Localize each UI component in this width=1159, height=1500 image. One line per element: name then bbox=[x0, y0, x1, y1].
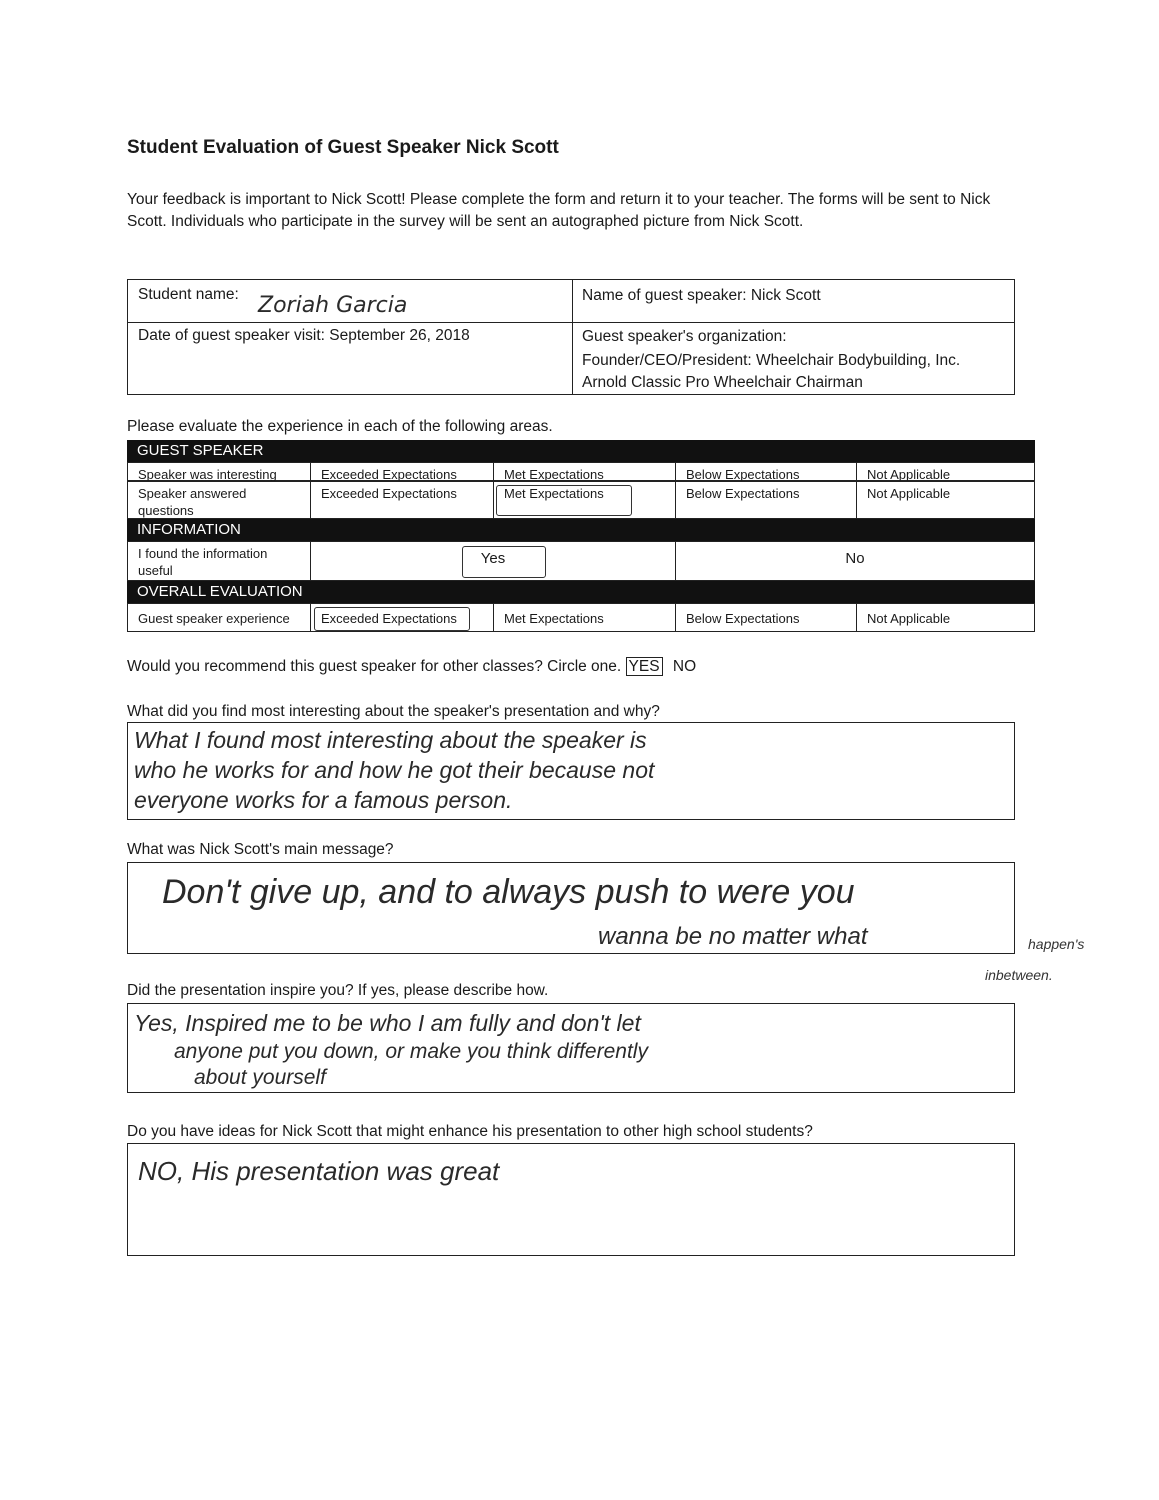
option-met[interactable]: Met Expectations bbox=[493, 604, 675, 631]
band-guest-speaker: GUEST SPEAKER bbox=[127, 440, 1035, 462]
band-information: INFORMATION bbox=[127, 519, 1035, 541]
option-not-applicable[interactable]: Not Applicable bbox=[856, 482, 1034, 518]
recommend-question-text: Would you recommend this guest speaker for other classes? Circle one. bbox=[127, 658, 622, 675]
question-inspire: Did the presentation inspire you? If yes, please describe how. bbox=[127, 982, 549, 999]
row-label: I found the information useful bbox=[138, 546, 268, 578]
option-below[interactable]: Below Expectations bbox=[675, 463, 856, 480]
student-name-field[interactable]: Zoriah Garcia bbox=[258, 293, 408, 318]
answer-line: Don't give up, and to always push to were you bbox=[162, 873, 855, 911]
row-label: Speaker answered questions bbox=[138, 486, 247, 518]
intro-paragraph: Your feedback is important to Nick Scott! Please complete the form and return it to your teacher. The forms will be sent to Nick Scott. Individuals who participate in the survey will be sent an autographed picture from Nick Scott. bbox=[127, 191, 991, 230]
option-met[interactable]: Met Expectations bbox=[493, 463, 675, 480]
recommend-question bbox=[127, 658, 696, 676]
question-most-interesting: What did you find most interesting about the speaker's presentation and why? bbox=[127, 703, 660, 720]
row-guest-experience bbox=[127, 603, 1035, 632]
evaluation-grid bbox=[127, 440, 1035, 632]
option-no[interactable]: No bbox=[675, 542, 1034, 580]
selection-mark bbox=[314, 607, 470, 631]
answer-line: everyone works for a famous person. bbox=[134, 787, 513, 813]
question-main-message: What was Nick Scott's main message? bbox=[127, 841, 394, 858]
band-overall-evaluation: OVERALL EVALUATION bbox=[127, 581, 1035, 603]
answer-line: Yes, Inspired me to be who I am fully and don't let bbox=[134, 1010, 641, 1036]
option-exceeded[interactable]: Exceeded Expectations bbox=[310, 604, 493, 631]
evaluation-intro: Please evaluate the experience in each of the following areas. bbox=[127, 418, 553, 435]
selection-mark bbox=[462, 546, 546, 578]
option-below[interactable]: Below Expectations bbox=[675, 482, 856, 518]
recommend-no[interactable]: NO bbox=[672, 658, 697, 675]
org-label: Guest speaker's organization: bbox=[582, 328, 787, 345]
option-met[interactable]: Met Expectations bbox=[493, 482, 675, 518]
recommend-yes[interactable]: YES bbox=[626, 657, 663, 676]
row-label: Guest speaker experience bbox=[138, 611, 290, 626]
visit-date: Date of guest speaker visit: September 26, 2018 bbox=[138, 327, 470, 344]
answer-box-main-message[interactable] bbox=[127, 862, 1015, 954]
option-below[interactable]: Below Expectations bbox=[675, 604, 856, 631]
answer-line: who he works for and how he got their because not bbox=[134, 757, 655, 783]
row-label: Speaker was interesting bbox=[138, 467, 277, 482]
org-line-1: Founder/CEO/President: Wheelchair Bodybuilding, Inc. bbox=[582, 352, 961, 369]
answer-box-inspire[interactable] bbox=[127, 1003, 1015, 1093]
option-not-applicable[interactable]: Not Applicable bbox=[856, 463, 1034, 480]
answer-line: What I found most interesting about the speaker is bbox=[134, 727, 647, 753]
info-box bbox=[127, 279, 1015, 395]
answer-margin-note: happen's bbox=[1028, 936, 1085, 952]
option-not-applicable[interactable]: Not Applicable bbox=[856, 604, 1034, 631]
answer-line: NO, His presentation was great bbox=[138, 1156, 500, 1186]
selection-mark bbox=[496, 485, 632, 516]
option-yes[interactable]: Yes bbox=[310, 542, 675, 580]
row-speaker-answered bbox=[127, 481, 1035, 519]
row-info-useful bbox=[127, 541, 1035, 581]
speaker-name: Name of guest speaker: Nick Scott bbox=[582, 287, 821, 304]
org-line-2: Arnold Classic Pro Wheelchair Chairman bbox=[582, 374, 863, 391]
row-speaker-interesting bbox=[127, 462, 1035, 481]
page-title: Student Evaluation of Guest Speaker Nick Scott bbox=[127, 137, 559, 158]
answer-line: about yourself bbox=[194, 1066, 326, 1089]
answer-margin-note: inbetween. bbox=[985, 967, 1053, 983]
answer-line: wanna be no matter what bbox=[598, 923, 868, 950]
answer-line: anyone put you down, or make you think differently bbox=[174, 1040, 648, 1063]
option-exceeded[interactable]: Exceeded Expectations bbox=[310, 482, 493, 518]
question-ideas: Do you have ideas for Nick Scott that might enhance his presentation to other high school students? bbox=[127, 1123, 813, 1140]
student-name-label: Student name: bbox=[138, 286, 239, 303]
option-exceeded[interactable]: Exceeded Expectations bbox=[310, 463, 493, 480]
answer-box-most-interesting[interactable] bbox=[127, 722, 1015, 820]
answer-box-ideas[interactable] bbox=[127, 1143, 1015, 1256]
